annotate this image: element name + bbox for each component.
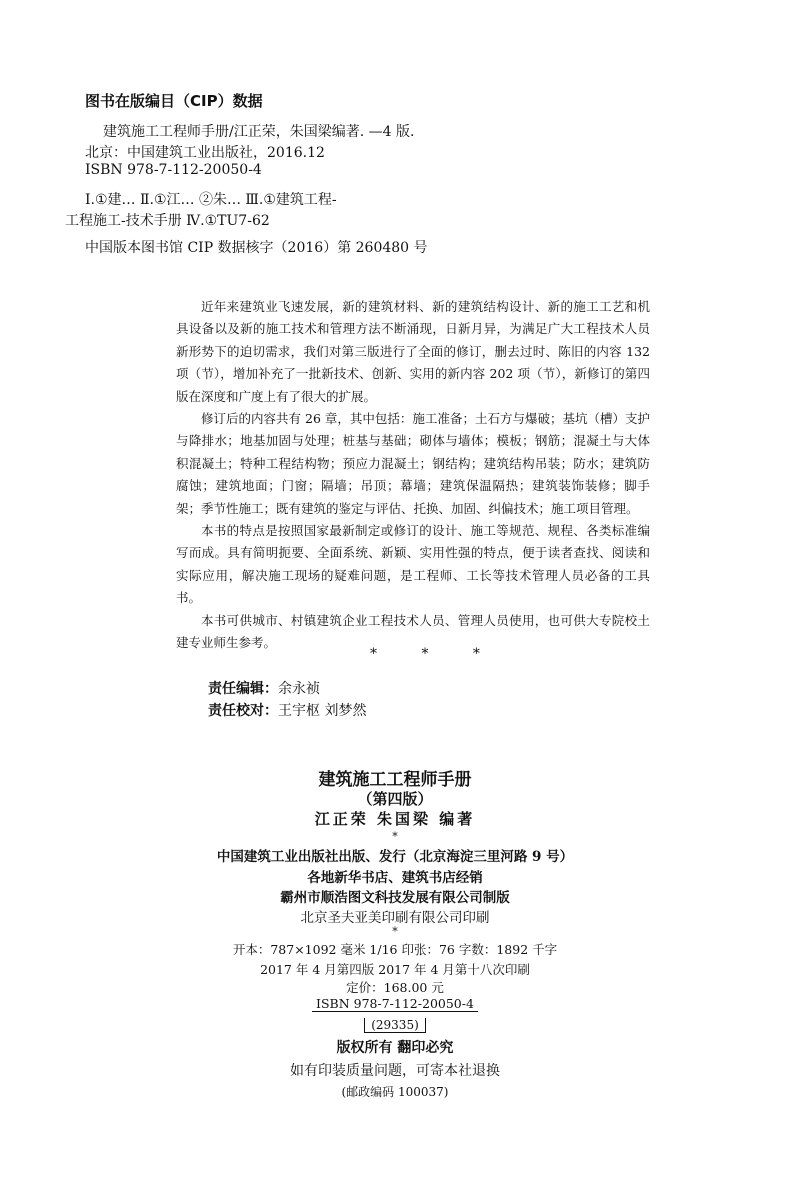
book-title: 建筑施工工程师手册: [318, 770, 472, 790]
book-code: (29335): [364, 1018, 426, 1033]
returns-notice: 如有印装质量问题，可寄本社退换: [290, 1063, 500, 1079]
postal-code: (邮政编码 100037): [341, 1085, 449, 1099]
colophon-star-2: *: [392, 925, 398, 938]
responsible-proofreader: [208, 700, 366, 720]
responsible-editor: [208, 678, 320, 698]
cip-line-publisher: 北京：中国建筑工业出版社，2016.12: [85, 145, 325, 161]
summary-paragraph-1: 近年来建筑业飞速发展，新的建筑材料、新的建筑结构设计、新的施工工艺和机具设备以及新的施工技术和管理方法不断涌现，日新月异，为满足广大工程技术人员新形势下的迫切需求，我们对第三版进行了全面的修订，删去过时、陈旧的内容 132 项（节），增加补充了一批新技术、创新、实用的新内容 202 项（节），新修订的第四版在深度和广度上有了很大的扩展。: [176, 299, 650, 404]
cip-line-isbn: ISBN 978-7-112-20050-4: [85, 162, 262, 178]
printer-line: 北京圣夫亚美印刷有限公司印刷: [300, 910, 490, 926]
book-code-block: [0, 1014, 790, 1033]
summary-paragraph-4: 本书可供城市、村镇建筑企业工程技术人员、管理人员使用，也可供大专院校土建专业师生参考。: [176, 612, 650, 651]
price-text: 定价：168.00 元: [346, 980, 444, 995]
distributor-line: 各地新华书店、建筑书店经销: [307, 870, 483, 886]
price: [0, 978, 790, 996]
print-specs: 开本：787×1092 毫米 1/16 印张：76 字数：1892 千字: [232, 942, 558, 957]
cip-heading: 图书在版编目（CIP）数据: [85, 92, 263, 110]
colophon-star-1: *: [392, 830, 398, 843]
print-dates: 2017 年 4 月第四版 2017 年 4 月第十八次印刷: [260, 962, 530, 977]
isbn-block: [0, 996, 790, 1012]
cip-line-classification: Ⅰ.①建… Ⅱ.①江… ②朱… Ⅲ.①建筑工程-: [85, 192, 337, 208]
summary-paragraph-2: 修订后的内容共有 26 章，其中包括：施工准备；土石方与爆破；基坑（槽）支护与降排水；地基加固与处理；桩基与基础；砌体与墙体；模板；钢筋；混凝土与大体积混凝土；特种工程结构物；预应力混凝土；钢结构；建筑结构吊装；防水；建筑防腐蚀；建筑地面；门窗；隔墙；吊顶；幕墙；建筑保温隔热；建筑装饰装修；脚手架；季节性施工；既有建筑的鉴定与评估、托换、加固、纠偏技术；施工项目管理。: [176, 411, 650, 516]
responsible-editor-name: 余永祯: [278, 681, 320, 697]
responsible-proofreader-names: 王宇枢 刘梦然: [278, 703, 367, 719]
section-divider-stars: * * *: [370, 646, 480, 662]
book-authors: 江正荣 朱国梁 编著: [314, 810, 476, 828]
responsible-proofreader-label: 责任校对：: [208, 703, 278, 719]
publisher-line: 中国建筑工业出版社出版、发行（北京海淀三里河路 9 号）: [216, 849, 574, 865]
book-edition: （第四版）: [357, 790, 433, 808]
copyright-notice: 版权所有 翻印必究: [336, 1040, 454, 1056]
isbn-number: ISBN 978-7-112-20050-4: [312, 996, 478, 1012]
cip-line-title: 建筑施工工程师手册/江正荣，朱国梁编著. —4 版.: [103, 124, 415, 140]
responsible-editor-label: 责任编辑：: [208, 681, 278, 697]
book-summary: [176, 296, 650, 655]
cip-line-record-number: 中国版本图书馆 CIP 数据核字（2016）第 260480 号: [85, 240, 428, 256]
typesetter-line: 霸州市顺浩图文科技发展有限公司制版: [280, 890, 510, 906]
cip-line-classification-cont: 工程施工-技术手册 Ⅳ.①TU7-62: [65, 213, 270, 229]
summary-paragraph-3: 本书的特点是按照国家最新制定或修订的设计、施工等规范、规程、各类标准编写而成。具有简明扼要、全面系统、新颖、实用性强的特点，便于读者查找、阅读和实际应用，解决施工现场的疑难问题，是工程师、工长等技术管理人员必备的工具书。: [176, 523, 650, 606]
